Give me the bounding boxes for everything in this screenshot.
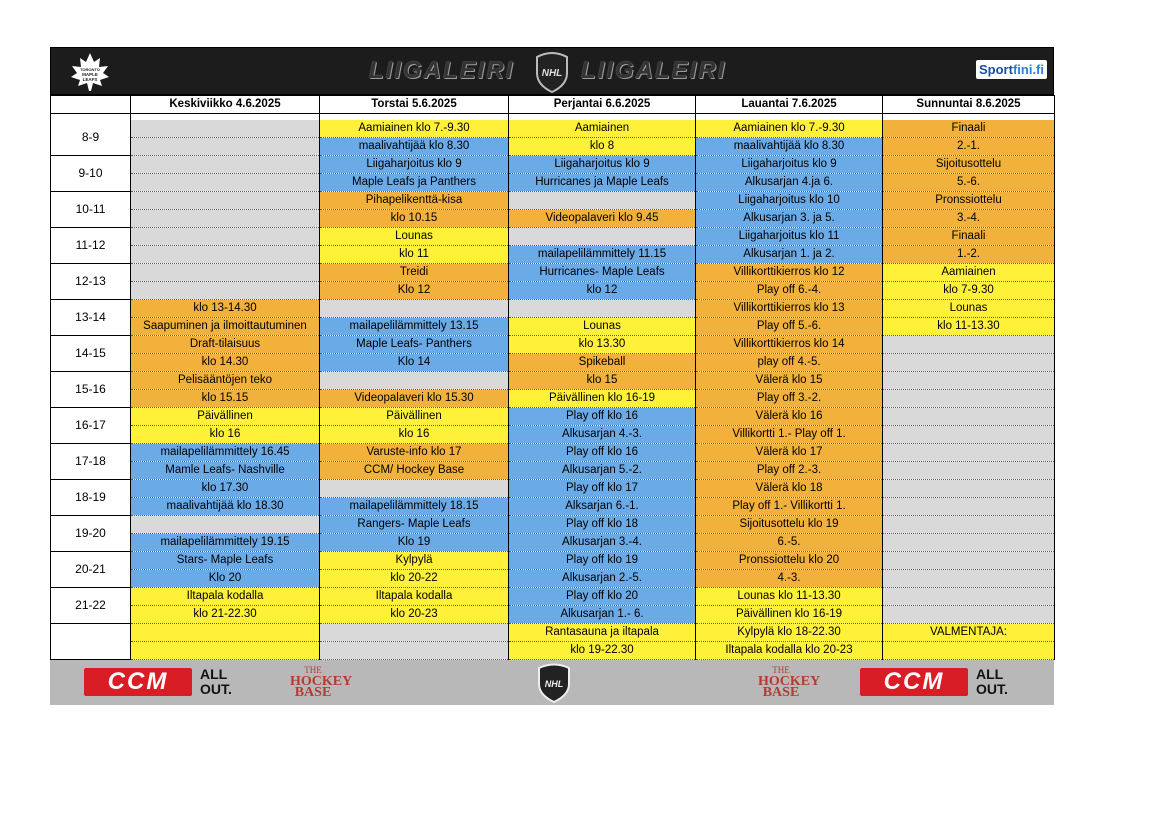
schedule-cell	[883, 462, 1055, 480]
schedule-cell	[131, 264, 320, 282]
schedule-cell: klo 21-22.30	[131, 606, 320, 624]
schedule-cell: Iltapala kodalla	[131, 588, 320, 606]
schedule-cell: mailapelilämmittely 16.45	[131, 444, 320, 462]
schedule-cell: Play off klo 16	[509, 408, 696, 426]
schedule-row	[51, 264, 1055, 282]
nhl-shield-icon	[533, 51, 571, 93]
schedule-cell: Finaali	[883, 120, 1055, 138]
schedule-cell: Alkusarjan 3.-4.	[509, 534, 696, 552]
svg-text:MAPLE: MAPLE	[82, 72, 98, 77]
day-header: Lauantai 7.6.2025	[696, 96, 883, 114]
schedule-cell: Pelisääntöjen teko	[131, 372, 320, 390]
day-header-row	[51, 96, 1055, 114]
time-slot-label: 8-9	[51, 120, 131, 156]
schedule-cell	[320, 624, 509, 642]
schedule-row	[51, 300, 1055, 318]
schedule-cell: Klo 20	[131, 570, 320, 588]
time-slot-label: 10-11	[51, 192, 131, 228]
day-header: Sunnuntai 8.6.2025	[883, 96, 1055, 114]
schedule-cell: Play off klo 18	[509, 516, 696, 534]
schedule-cell	[883, 570, 1055, 588]
schedule-cell: Välerä klo 18	[696, 480, 883, 498]
ccm-logo: CCM	[84, 668, 192, 696]
schedule-cell: Spikeball	[509, 354, 696, 372]
schedule-cell: CCM/ Hockey Base	[320, 462, 509, 480]
schedule-cell: Play off klo 16	[509, 444, 696, 462]
time-slot-label: 9-10	[51, 156, 131, 192]
schedule-cell: Liigaharjoitus klo 9	[509, 156, 696, 174]
schedule-cell: Päivällinen	[131, 408, 320, 426]
schedule-cell: 5.-6.	[883, 174, 1055, 192]
schedule-cell: Päivällinen	[320, 408, 509, 426]
schedule-cell: 3.-4.	[883, 210, 1055, 228]
schedule-cell: Lounas	[320, 228, 509, 246]
nhl-shield-icon	[536, 663, 572, 703]
schedule-cell	[883, 534, 1055, 552]
all-out-text: ALL OUT.	[200, 666, 232, 697]
svg-text:TORONTO: TORONTO	[80, 67, 100, 72]
schedule-cell: klo 11	[320, 246, 509, 264]
schedule-cell: mailapelilämmittely 18.15	[320, 498, 509, 516]
schedule-cell: Villikortti 1.- Play off 1.	[696, 426, 883, 444]
schedule-cell	[131, 228, 320, 246]
schedule-row	[51, 516, 1055, 534]
schedule-cell	[131, 246, 320, 264]
schedule-cell: Klo 14	[320, 354, 509, 372]
schedule-cell: Videopalaveri klo 15.30	[320, 390, 509, 408]
schedule-cell: Liigaharjoitus klo 11	[696, 228, 883, 246]
time-slot-label: 21-22	[51, 588, 131, 624]
schedule-cell: mailapelilämmittely 19.15	[131, 534, 320, 552]
schedule-cell: Varuste-info klo 17	[320, 444, 509, 462]
schedule-cell: Draft-tilaisuus	[131, 336, 320, 354]
svg-text:NHL: NHL	[541, 68, 563, 79]
schedule-row	[51, 372, 1055, 390]
schedule-cell: Aamiainen	[509, 120, 696, 138]
schedule-cell: klo 19-22.30	[509, 642, 696, 660]
schedule-cell: mailapelilämmittely 13.15	[320, 318, 509, 336]
schedule-row	[51, 336, 1055, 354]
schedule-cell: Kylpylä	[320, 552, 509, 570]
schedule-cell: Play off 6.-4.	[696, 282, 883, 300]
schedule-row	[51, 282, 1055, 300]
schedule-cell: VALMENTAJA:	[883, 624, 1055, 642]
time-slot-label	[51, 624, 131, 660]
schedule-row	[51, 228, 1055, 246]
time-slot-label: 17-18	[51, 444, 131, 480]
time-header-cell	[51, 96, 131, 114]
schedule-cell	[509, 300, 696, 318]
schedule-cell: maalivahtijää klo 18.30	[131, 498, 320, 516]
schedule-row	[51, 408, 1055, 426]
schedule-cell: 1.-2.	[883, 246, 1055, 264]
schedule-cell: Alkusarjan 5.-2.	[509, 462, 696, 480]
schedule-cell: Klo 12	[320, 282, 509, 300]
schedule-cell	[883, 642, 1055, 660]
schedule-row	[51, 552, 1055, 570]
schedule-cell: Hurricanes ja Maple Leafs	[509, 174, 696, 192]
schedule-cell: 4.-3.	[696, 570, 883, 588]
schedule-row	[51, 138, 1055, 156]
schedule-row	[51, 606, 1055, 624]
schedule-row	[51, 534, 1055, 552]
schedule-cell: play off 4.-5.	[696, 354, 883, 372]
schedule-cell: Videopalaveri klo 9.45	[509, 210, 696, 228]
schedule-row	[51, 174, 1055, 192]
schedule-row	[51, 156, 1055, 174]
schedule-row	[51, 426, 1055, 444]
schedule-cell	[131, 282, 320, 300]
schedule-row	[51, 462, 1055, 480]
schedule-cell: Saapuminen ja ilmoittautuminen	[131, 318, 320, 336]
schedule-cell	[883, 588, 1055, 606]
schedule-cell	[320, 300, 509, 318]
schedule-cell: Play off 2.-3.	[696, 462, 883, 480]
schedule-row	[51, 120, 1055, 138]
schedule-cell: Lounas	[509, 318, 696, 336]
schedule-cell	[883, 336, 1055, 354]
schedule-cell: Iltapala kodalla	[320, 588, 509, 606]
schedule-cell: klo 11-13.30	[883, 318, 1055, 336]
schedule-cell: Alkusarjan 4.ja 6.	[696, 174, 883, 192]
time-slot-label: 13-14	[51, 300, 131, 336]
schedule-cell: Lounas klo 11-13.30	[696, 588, 883, 606]
schedule-cell: Liigaharjoitus klo 10	[696, 192, 883, 210]
schedule-cell: mailapelilämmittely 11.15	[509, 246, 696, 264]
schedule-cell: Play off klo 19	[509, 552, 696, 570]
schedule-cell	[883, 480, 1055, 498]
svg-text:LEAFS: LEAFS	[82, 77, 98, 82]
schedule-row	[51, 390, 1055, 408]
schedule-cell: klo 8	[509, 138, 696, 156]
banner-title-right: LIIGALEIRI	[581, 57, 727, 84]
schedule-cell: Välerä klo 16	[696, 408, 883, 426]
schedule-cell	[509, 228, 696, 246]
schedule-cell: Maple Leafs- Panthers	[320, 336, 509, 354]
schedule-cell: Aamiainen klo 7.-9.30	[320, 120, 509, 138]
schedule-cell: Kylpylä klo 18-22.30	[696, 624, 883, 642]
schedule-cell: Rangers- Maple Leafs	[320, 516, 509, 534]
schedule-cell: Villikorttikierros klo 14	[696, 336, 883, 354]
schedule-cell: Päivällinen klo 16-19	[509, 390, 696, 408]
schedule-cell	[131, 210, 320, 228]
schedule-cell: Play off klo 20	[509, 588, 696, 606]
schedule-cell: klo 15	[509, 372, 696, 390]
schedule-cell: Välerä klo 17	[696, 444, 883, 462]
schedule-row	[51, 588, 1055, 606]
day-header: Keskiviikko 4.6.2025	[131, 96, 320, 114]
time-slot-label: 15-16	[51, 372, 131, 408]
schedule-cell: 6.-5.	[696, 534, 883, 552]
schedule-cell: Aamiainen	[883, 264, 1055, 282]
schedule-row	[51, 246, 1055, 264]
schedule-cell	[509, 192, 696, 210]
schedule-cell: Alkusarjan 3. ja 5.	[696, 210, 883, 228]
all-out-text: ALL OUT.	[976, 666, 1008, 697]
schedule-cell	[131, 516, 320, 534]
schedule-cell	[883, 390, 1055, 408]
schedule-cell: klo 12	[509, 282, 696, 300]
schedule-cell: klo 13-14.30	[131, 300, 320, 318]
schedule-cell: Alkusarjan 4.-3.	[509, 426, 696, 444]
schedule-cell: Mamle Leafs- Nashville	[131, 462, 320, 480]
sportfini-logo: Sportfini.fi	[976, 60, 1047, 79]
time-slot-label: 19-20	[51, 516, 131, 552]
schedule-row	[51, 210, 1055, 228]
svg-text:NHL: NHL	[544, 679, 564, 689]
schedule-cell	[883, 408, 1055, 426]
schedule-cell: Hurricanes- Maple Leafs	[509, 264, 696, 282]
schedule-cell: klo 13.30	[509, 336, 696, 354]
schedule-cell: klo 16	[320, 426, 509, 444]
schedule-row	[51, 570, 1055, 588]
schedule-cell: Iltapala kodalla klo 20-23	[696, 642, 883, 660]
schedule-cell: Play off 5.-6.	[696, 318, 883, 336]
schedule-cell: Pihapelikenttä-kisa	[320, 192, 509, 210]
schedule-cell	[131, 642, 320, 660]
schedule-cell	[320, 372, 509, 390]
schedule-row	[51, 624, 1055, 642]
schedule-cell: Play off 1.- Villikortti 1.	[696, 498, 883, 516]
schedule-cell: Play off 3.-2.	[696, 390, 883, 408]
time-slot-label: 11-12	[51, 228, 131, 264]
schedule-cell: Alkusarjan 1. ja 2.	[696, 246, 883, 264]
schedule-cell	[883, 426, 1055, 444]
schedule-cell: klo 20-23	[320, 606, 509, 624]
schedule-cell: Treidi	[320, 264, 509, 282]
schedule-cell: Sijoitusottelu	[883, 156, 1055, 174]
schedule-row	[51, 192, 1055, 210]
hockey-base-logo: THE HOCKEY BASE	[758, 665, 821, 700]
schedule-cell: Pronssiottelu	[883, 192, 1055, 210]
schedule-cell	[131, 156, 320, 174]
schedule-cell: Pronssiottelu klo 20	[696, 552, 883, 570]
schedule-cell: 2.-1.	[883, 138, 1055, 156]
schedule-cell: Lounas	[883, 300, 1055, 318]
schedule-cell: maalivahtijää klo 8.30	[696, 138, 883, 156]
schedule-cell: Liigaharjoitus klo 9	[320, 156, 509, 174]
schedule-cell: klo 16	[131, 426, 320, 444]
time-slot-label: 12-13	[51, 264, 131, 300]
schedule-cell: Villikorttikierros klo 13	[696, 300, 883, 318]
schedule-cell: maalivahtijää klo 8.30	[320, 138, 509, 156]
schedule-cell: klo 14.30	[131, 354, 320, 372]
schedule-cell: Välerä klo 15	[696, 372, 883, 390]
schedule-cell: Alkusarjan 2.-5.	[509, 570, 696, 588]
schedule-cell	[131, 120, 320, 138]
schedule-cell	[131, 138, 320, 156]
banner-title-left: LIIGALEIRI	[369, 57, 515, 84]
ccm-logo: CCM	[860, 668, 968, 696]
maple-leafs-logo-icon	[69, 52, 111, 92]
day-header: Perjantai 6.6.2025	[509, 96, 696, 114]
schedule-row	[51, 642, 1055, 660]
schedule-cell: Finaali	[883, 228, 1055, 246]
schedule-cell: klo 15.15	[131, 390, 320, 408]
schedule-cell: Stars- Maple Leafs	[131, 552, 320, 570]
schedule-cell	[320, 480, 509, 498]
time-slot-label: 20-21	[51, 552, 131, 588]
header-banner	[50, 47, 1054, 95]
schedule-cell: klo 20-22	[320, 570, 509, 588]
schedule-cell	[883, 498, 1055, 516]
time-slot-label: 16-17	[51, 408, 131, 444]
schedule-cell: Play off klo 17	[509, 480, 696, 498]
schedule-cell: Alkusarjan 1.- 6.	[509, 606, 696, 624]
schedule-cell	[883, 516, 1055, 534]
schedule-cell	[883, 552, 1055, 570]
schedule-cell: Sijoitusottelu klo 19	[696, 516, 883, 534]
schedule-row	[51, 498, 1055, 516]
schedule-row	[51, 444, 1055, 462]
schedule-cell	[131, 624, 320, 642]
schedule-cell	[883, 372, 1055, 390]
schedule-cell: Aamiainen klo 7.-9.30	[696, 120, 883, 138]
schedule-cell: klo 10.15	[320, 210, 509, 228]
schedule-cell: klo 17.30	[131, 480, 320, 498]
schedule-cell: Rantasauna ja iltapala	[509, 624, 696, 642]
schedule-table	[50, 95, 1055, 660]
schedule-cell	[131, 174, 320, 192]
schedule-sheet	[50, 47, 1054, 705]
schedule-cell	[883, 444, 1055, 462]
schedule-cell: klo 7-9.30	[883, 282, 1055, 300]
schedule-cell	[320, 642, 509, 660]
schedule-cell	[883, 606, 1055, 624]
schedule-row	[51, 318, 1055, 336]
sponsor-footer	[50, 660, 1054, 705]
schedule-cell: Klo 19	[320, 534, 509, 552]
time-slot-label: 14-15	[51, 336, 131, 372]
schedule-cell: Liigaharjoitus klo 9	[696, 156, 883, 174]
hockey-base-logo: THE HOCKEY BASE	[290, 665, 353, 700]
schedule-row	[51, 480, 1055, 498]
day-header: Torstai 5.6.2025	[320, 96, 509, 114]
schedule-cell: Villikorttikierros klo 12	[696, 264, 883, 282]
schedule-cell	[131, 192, 320, 210]
schedule-cell: Päivällinen klo 16-19	[696, 606, 883, 624]
time-slot-label: 18-19	[51, 480, 131, 516]
schedule-row	[51, 354, 1055, 372]
schedule-cell: Maple Leafs ja Panthers	[320, 174, 509, 192]
schedule-cell	[883, 354, 1055, 372]
schedule-cell: Alksarjan 6.-1.	[509, 498, 696, 516]
